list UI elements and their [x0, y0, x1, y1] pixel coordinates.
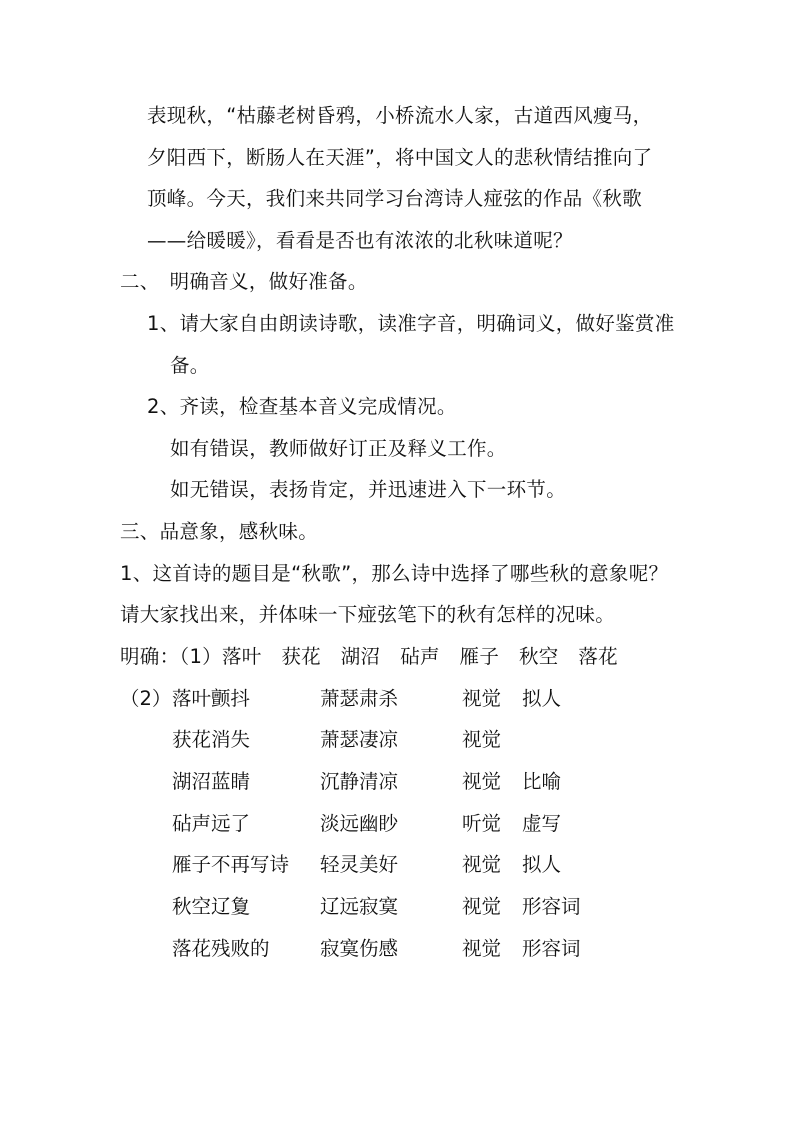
- paragraph-line: 顶峰。今天，我们来共同学习台湾诗人痖弦的作品《秋歌: [147, 187, 643, 210]
- list-item: 1、请大家自由朗读诗歌，读准字音，明确词义，做好鉴赏准: [147, 312, 675, 335]
- paragraph-line: 如有错误，教师做好订正及释义工作。: [170, 437, 507, 460]
- table-cell-sense: 视觉: [462, 895, 502, 918]
- table-cell-feeling: 寂寞伤感: [320, 937, 399, 960]
- paragraph-line: 表现秋，“枯藤老树昏鸦，小桥流水人家，古道西风瘦马，: [147, 104, 653, 127]
- answer-line: 明确：（1）落叶 获花 湖沼 砧声 雁子 秋空 落花: [120, 645, 618, 668]
- table-cell-sense: 听觉: [462, 812, 502, 835]
- table-cell-image: 秋空辽夐: [172, 895, 251, 918]
- table-cell-method: 虚写: [522, 812, 562, 835]
- table-cell-method: 拟人: [522, 853, 562, 876]
- table-cell-feeling: 轻灵美好: [320, 853, 399, 876]
- table-cell-method: 形容词: [522, 937, 581, 960]
- list-item: 2、齐读，检查基本音义完成情况。: [147, 395, 457, 418]
- paragraph-line: ——给暖暖》，看看是否也有浓浓的北秋味道呢？: [147, 229, 573, 252]
- table-cell-sense: 视觉: [462, 687, 502, 710]
- table-cell-image: 湖沼蓝睛: [172, 770, 251, 793]
- table-cell-method: 拟人: [522, 687, 562, 710]
- table-cell-feeling: 萧瑟肃杀: [320, 687, 399, 710]
- table-cell-image: 落叶颤抖: [172, 687, 251, 710]
- table-cell-image: 雁子不再写诗: [172, 853, 290, 876]
- table-cell-image: 获花消失: [172, 728, 251, 751]
- section-heading: 二、 明确音义，做好准备。: [120, 270, 368, 293]
- section-heading: 三、品意象，感秋味。: [120, 520, 319, 543]
- table-cell-feeling: 辽远寂寞: [320, 895, 399, 918]
- table-cell-sense: 视觉: [462, 728, 502, 751]
- list-item-continuation: 备。: [170, 354, 210, 377]
- table-cell-prefix: （2）: [120, 687, 172, 710]
- table-cell-feeling: 萧瑟凄凉: [320, 728, 399, 751]
- table-cell-method: 比喻: [522, 770, 562, 793]
- table-cell-feeling: 淡远幽眇: [320, 812, 399, 835]
- table-cell-sense: 视觉: [462, 937, 502, 960]
- question-line: 1、这首诗的题目是“秋歌”，那么诗中选择了哪些秋的意象呢？: [120, 562, 669, 585]
- table-cell-image: 落花残败的: [172, 937, 270, 960]
- table-cell-sense: 视觉: [462, 770, 502, 793]
- table-cell-method: 形容词: [522, 895, 581, 918]
- paragraph-line: 夕阳西下，断肠人在天涯”，将中国文人的悲秋情结推向了: [147, 146, 653, 169]
- table-cell-image: 砧声远了: [172, 812, 251, 835]
- question-line: 请大家找出来，并体味一下痖弦笔下的秋有怎样的况味。: [120, 603, 616, 626]
- paragraph-line: 如无错误，表扬肯定，并迅速进入下一环节。: [170, 478, 567, 501]
- table-cell-sense: 视觉: [462, 853, 502, 876]
- table-cell-feeling: 沉静清凉: [320, 770, 399, 793]
